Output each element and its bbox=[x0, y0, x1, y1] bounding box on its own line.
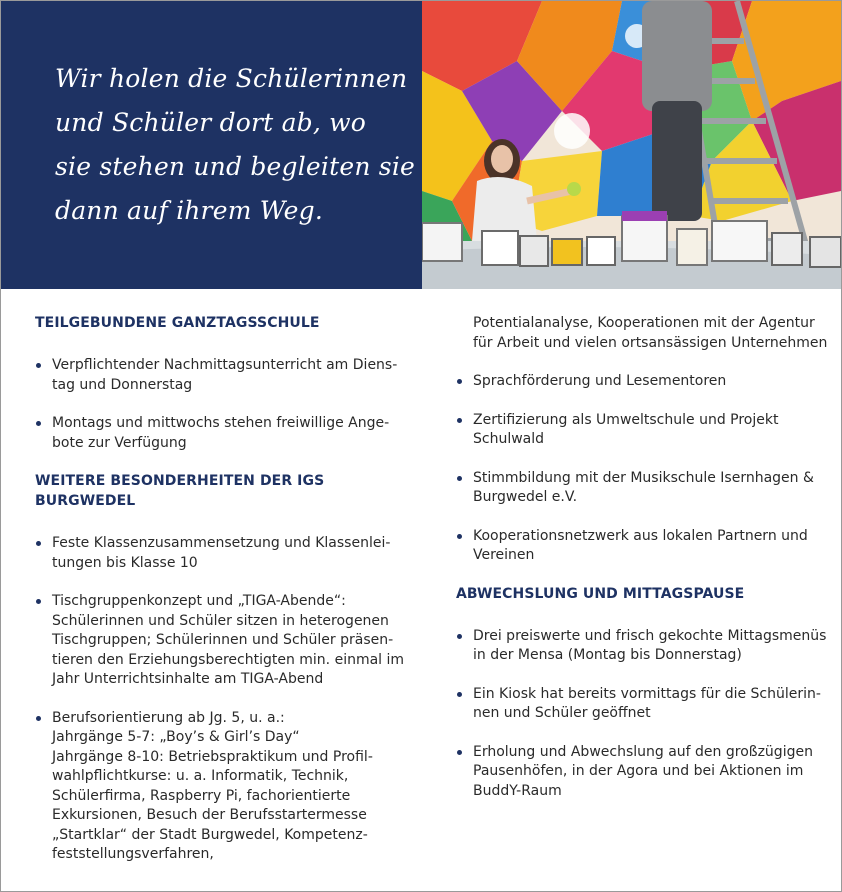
item-line: Schulwald bbox=[473, 431, 545, 447]
item-line: für Arbeit und vielen ortsansässigen Unternehmen bbox=[473, 334, 828, 351]
list-item bbox=[456, 627, 827, 666]
list-item bbox=[456, 743, 816, 802]
right-column bbox=[473, 314, 833, 372]
mittagspause-list bbox=[456, 627, 827, 802]
item-line: Tischgruppenkonzept und „TIGA-Abende“: bbox=[52, 593, 346, 609]
quote-line: Wir holen die Schülerinnen bbox=[55, 64, 408, 93]
item-line: Feste Klassenzusammensetzung und Klassenlei- bbox=[52, 535, 391, 551]
item-line: Jahrgänge 5-7: „Boy’s & Girl’s Day“ bbox=[52, 729, 300, 745]
features-list bbox=[456, 372, 816, 566]
list-item bbox=[456, 372, 816, 392]
item-line: Tischgruppen; Schülerinnen und Schüler präsen- bbox=[52, 632, 394, 648]
item-line: Drei preiswerte und frisch gekochte Mittagsmenüs bbox=[473, 627, 827, 644]
item-line: Burgwedel e.V. bbox=[473, 489, 578, 505]
list-item bbox=[456, 527, 816, 566]
section-title-besonderheiten: WEITERE BESONDERHEITEN DER IGS BURGWEDEL bbox=[35, 473, 325, 509]
quote-line: dann auf ihrem Weg. bbox=[55, 196, 323, 225]
item-line: Jahrgänge 8-10: Betriebspraktikum und Profil- bbox=[52, 748, 373, 765]
list-item bbox=[35, 709, 395, 865]
item-line: Schülerfirma, Raspberry Pi, fachorientierte bbox=[52, 787, 351, 804]
item-line: Pausenhöfen, in der Agora und bei Aktionen im bbox=[473, 763, 804, 779]
item-line: tag und Donnerstag bbox=[52, 376, 193, 393]
list-item-continuation bbox=[473, 314, 833, 353]
hero-quote bbox=[55, 57, 416, 233]
item-line: Montags und mittwochs stehen freiwillige Ange- bbox=[52, 415, 390, 431]
item-line: Ein Kiosk hat bereits vormittags für die Schülerin- bbox=[473, 685, 821, 702]
item-line: feststellungsverfahren, bbox=[52, 846, 214, 862]
list-item bbox=[456, 411, 816, 450]
list-item bbox=[35, 592, 405, 690]
item-line: Berufsorientierung ab Jg. 5, u. a.: bbox=[52, 709, 285, 726]
left-column bbox=[35, 313, 405, 884]
section-title-ganztagsschule: TEILGEBUNDENE GANZTAGSSCHULE bbox=[35, 315, 320, 331]
painting-mural-photo bbox=[422, 1, 841, 289]
item-line: Kooperationsnetzwerk aus lokalen Partnern und bbox=[473, 527, 808, 544]
item-line: Erholung und Abwechslung auf den großzügigen bbox=[473, 743, 813, 760]
item-line: BuddY-Raum bbox=[473, 782, 562, 799]
item-line: tungen bis Klasse 10 bbox=[52, 554, 198, 571]
item-line: „Startklar“ der Stadt Burgwedel, Kompetenz- bbox=[52, 826, 368, 843]
list-item bbox=[456, 685, 821, 724]
item-line: Stimmbildung mit der Musikschule Isernhagen & bbox=[473, 469, 814, 486]
quote-line: sie stehen und begleiten sie bbox=[55, 152, 416, 181]
item-line: Vereinen bbox=[473, 547, 535, 563]
list-item bbox=[35, 534, 395, 573]
item-line: wahlpflichtkurse: u. a. Informatik, Technik, bbox=[52, 768, 349, 784]
item-line: bote zur Verfügung bbox=[52, 434, 187, 451]
item-line: tieren den Erziehungsberechtigten min. einmal im bbox=[52, 651, 405, 668]
list-item bbox=[35, 414, 395, 453]
item-line: Sprachförderung und Lesementoren bbox=[473, 373, 727, 389]
list-item bbox=[35, 356, 398, 395]
section-title-mittagspause: ABWECHSLUNG UND MITTAGSPAUSE bbox=[456, 585, 745, 602]
item-line: nen und Schüler geöffnet bbox=[473, 705, 651, 721]
ganztagsschule-list bbox=[35, 356, 398, 453]
item-line: Potentialanalyse, Kooperationen mit der Agentur bbox=[473, 315, 815, 331]
item-line: Zertifizierung als Umweltschule und Projekt bbox=[473, 411, 779, 428]
item-line: in der Mensa (Montag bis Donnerstag) bbox=[473, 647, 742, 663]
mural-illustration bbox=[422, 1, 841, 289]
item-line: Schülerinnen und Schüler sitzen in heterogenen bbox=[52, 612, 389, 629]
right-column-lists bbox=[456, 372, 827, 820]
quote-panel bbox=[1, 1, 422, 289]
item-line: Verpflichtender Nachmittagsunterricht am Diens- bbox=[52, 357, 398, 373]
item-line: Exkursionen, Besuch der Berufsstartermesse bbox=[52, 807, 367, 823]
besonderheiten-list bbox=[35, 534, 405, 865]
quote-line: und Schüler dort ab, wo bbox=[55, 108, 367, 137]
list-item bbox=[456, 469, 816, 508]
hero-banner bbox=[1, 1, 841, 289]
item-line: Jahr Unterrichtsinhalte am TIGA-Abend bbox=[52, 671, 324, 687]
continuation-list bbox=[473, 314, 833, 353]
